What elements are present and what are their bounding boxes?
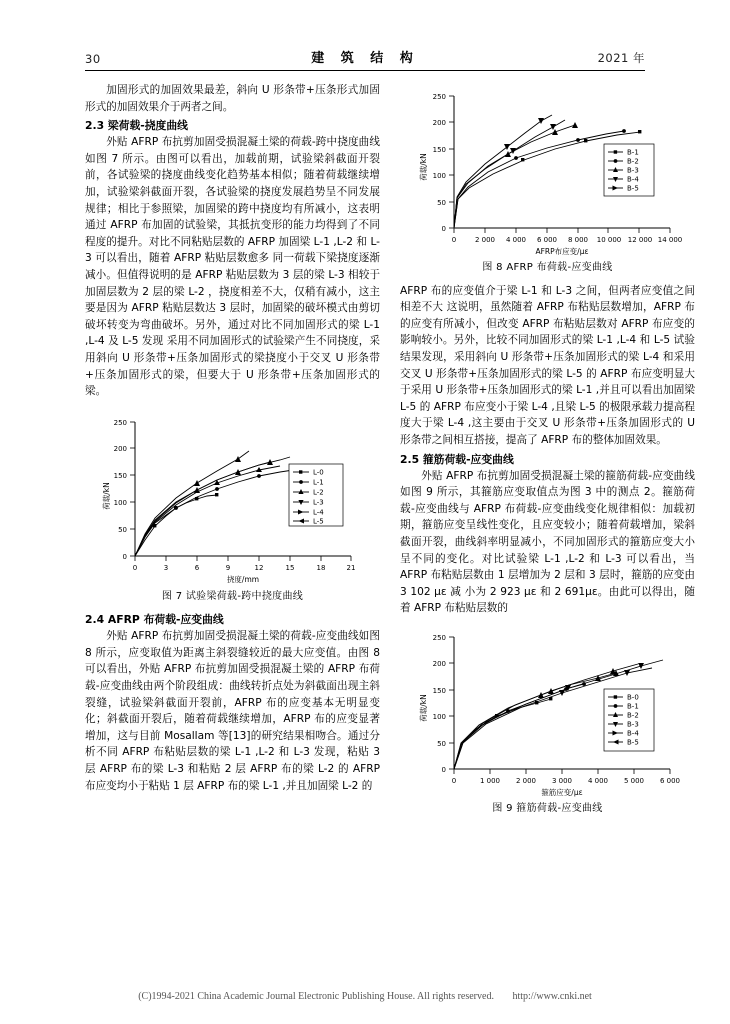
figure-7-caption: 图 7 试验梁荷载-跨中挠度曲线 — [161, 590, 304, 602]
svg-text:0: 0 — [441, 765, 446, 774]
svg-text:6 000: 6 000 — [536, 236, 557, 244]
journal-title: 建 筑 结 构 — [311, 51, 419, 66]
svg-text:B-5: B-5 — [626, 184, 639, 193]
paragraph-2-4: 外贴 AFRP 布抗剪加固受损混凝土梁的荷载-应变曲线如图 8 所示，应变取值为距离主斜裂缝较近的最大应变值。由图 8 可以看出，外贴 AFRP 布抗剪加固受损混凝土梁的 AFRP 布荷载-应变曲线由两个阶段组成：曲线转折点处为斜截面出现主斜裂缝，试验梁斜截面开裂前，AFRP 布的应变基本无明显变化；斜截面开裂后，随着荷载继续增加，AFRP 布的应变显著增加，这与目前 Mosallam 等[13]的研究结果相吻合。通过分析不同 AFRP 布粘贴层数的梁 L-1 ,L-2 和 L-3 发现，粘贴 3 层 AFRP 布的梁 L-3 和粘贴 2 层 AFRP 布的梁 L-2 的 AFRP 布应变均小于粘贴 1 层 AFRP 布的梁 L-1 ,并且加固梁 L-2 的 — [85, 630, 380, 792]
figure-8 — [400, 82, 695, 277]
svg-text:1 000: 1 000 — [479, 776, 500, 785]
svg-text:200: 200 — [432, 119, 446, 127]
svg-text:5 000: 5 000 — [623, 776, 644, 785]
svg-text:200: 200 — [113, 444, 127, 453]
figure-7-xlabel: 挠度/mm — [226, 574, 259, 584]
figure-8-ylabel: 荷载/kN — [418, 153, 428, 181]
svg-text:B-1: B-1 — [626, 148, 639, 157]
section-heading-2-4: 2.4 AFRP 布荷载-应变曲线 — [85, 613, 224, 627]
page-number: 30 — [85, 52, 101, 66]
publication-year: 2021 年 — [597, 51, 645, 65]
figure-8-chart — [408, 82, 688, 257]
svg-text:2 000: 2 000 — [474, 236, 495, 244]
figure-9-xlabel: 箍筋应变/με — [540, 787, 583, 797]
svg-text:B-3: B-3 — [626, 720, 639, 729]
paragraph-continued: 加固形式的加固效果最差，斜向 U 形条带+压条形式加固形式的加固效果介于两者之间。 — [85, 84, 380, 113]
svg-text:50: 50 — [117, 525, 127, 534]
figure-7-ylabel: 荷载/kN — [101, 481, 111, 510]
svg-text:15: 15 — [285, 563, 294, 572]
page-header — [85, 50, 645, 66]
svg-text:B-2: B-2 — [626, 157, 639, 166]
paragraph-2-5: 外贴 AFRP 布抗剪加固受损混凝土梁的箍筋荷载-应变曲线如图 9 所示，其箍筋应变取值点为图 3 中的测点 2。箍筋荷载-应变曲线与 AFRP 布荷载-应变曲线变化规律相似：加载初期，箍筋应变呈线性变化，且应变较小；随着荷载增加，梁斜截面开裂，曲线斜率明显减小，不同加固形式的箍筋应变大小呈不同的变化。对比试验梁 L-1 ,L-2 和 L-3 可以看出，当 AFRP 布粘贴层数由 1 层增加为 2 层和 3 层时，箍筋的应变由 3 102 με 减 小为 2 923 με 和 2 691με。由此可以得出，随着 AFRP 布粘贴层数的 — [400, 469, 695, 615]
svg-text:L-5: L-5 — [312, 517, 324, 526]
svg-text:21: 21 — [346, 563, 355, 572]
svg-text:B-4: B-4 — [626, 729, 639, 738]
copyright-text: (C)1994-2021 China Academic Journal Electronic Publishing House. All rights reserved. — [138, 991, 494, 1002]
svg-text:3 000: 3 000 — [551, 776, 572, 785]
figure-9-caption: 图 9 箍筋荷载-应变曲线 — [492, 802, 603, 814]
svg-text:200: 200 — [432, 659, 446, 668]
figure-8-caption: 图 8 AFRP 布荷载-应变曲线 — [482, 262, 613, 273]
svg-text:4 000: 4 000 — [505, 236, 526, 244]
svg-text:3: 3 — [163, 563, 168, 572]
svg-text:B-4: B-4 — [626, 175, 639, 184]
figure-7-chart — [93, 406, 373, 586]
figure-8-xlabel: AFRP布应变/με — [534, 247, 589, 256]
right-column — [400, 82, 695, 823]
left-column — [85, 82, 380, 794]
svg-text:250: 250 — [432, 633, 446, 642]
svg-text:100: 100 — [432, 172, 446, 180]
paragraph-afrp-strain: AFRP 布的应变值介于梁 L-1 和 L-3 之间，但两者应变值之间相差不大 这说明，虽然随着 AFRP 布粘贴层数增加，AFRP 布的应变有所减小，但改变 AFRP 布粘贴层数对 AFRP 布应变的影响较小。另外，比较不同加固形式的梁 L-1 ,L-4 和 L-5 试验结果发现，采用斜向 U 形条带+压条加固形式的梁 L-4 和采用交叉 U 形条带+压条加固形式的梁 L-5 的 AFRP 布应变明显大于采用 U 形条带+压条加固形式的梁 L-1 ,并且可以看出加固梁 L-5 的 AFRP 布应变小于梁 L-4 ,且梁 L-5 的极限承载力提高程度大于梁 L-4 ,这主要由于交叉 U 形条带+压条加固形式的 U 形条带之间相互搭接，提高了 AFRP 布的整体加固效果。 — [400, 284, 695, 446]
cnki-url[interactable]: http://www.cnki.net — [512, 991, 592, 1002]
svg-text:9: 9 — [225, 563, 230, 572]
svg-text:0: 0 — [451, 776, 456, 785]
section-heading-2-5: 2.5 箍筋荷载-应变曲线 — [400, 452, 514, 466]
svg-text:B-5: B-5 — [626, 738, 639, 747]
svg-text:18: 18 — [316, 563, 325, 572]
svg-text:150: 150 — [432, 146, 446, 154]
svg-text:150: 150 — [113, 471, 127, 480]
figure-7 — [85, 406, 380, 606]
paragraph-2-3: 外贴 AFRP 布抗剪加固受损混凝土梁的荷载-跨中挠度曲线如图 7 所示。由图可以看出，加载前期，试验梁斜截面开裂前，各试验梁的挠度曲线变化趋势基本相似；随着荷载继续增加，试验梁斜截面开裂，各试验梁的挠度发展趋势呈不同发展规律；相比于参照梁，加固梁的跨中挠度均有所减小，这表明通过 AFRP 布加固的试验梁，其抵抗变形的能力均得到了不同程度的提升。对比不同粘贴层数的 AFRP 加固梁 L-1 ,L-2 和 L-3 可以看出，随着 AFRP 粘贴层数愈多 同一荷载下梁挠度逐渐减小。但值得说明的是 AFRP 粘贴层数为 3 层的梁 L-3 相较于加固层数为 2 层的梁 L-2 ，挠度相差不大，仅稍有减小，这主要是因为 AFRP 粘贴层数达 3 层时，加固梁的破坏模式由剪切破坏转变为弯曲破坏。另外，通过对比不同加固形式的梁 L-1 ,L-4 及 L-5 发现 采用不同加固形式的试验梁产生不同挠度，采用斜向 U 形条带+压条加固形式的梁挠度小于交叉 U 形条带+压条加固形式的梁，但要大于 U 形条带+压条加固形式的梁。 — [85, 136, 380, 398]
svg-text:50: 50 — [436, 199, 446, 207]
svg-text:L-0: L-0 — [312, 468, 324, 477]
figure-9-chart — [408, 623, 688, 798]
svg-text:10 000: 10 000 — [596, 236, 621, 244]
svg-text:50: 50 — [436, 739, 446, 748]
svg-text:L-4: L-4 — [312, 508, 324, 517]
section-heading-2-3: 2.3 梁荷载-挠度曲线 — [85, 119, 188, 133]
figure-9-ylabel: 荷载/kN — [418, 694, 428, 722]
svg-text:2 000: 2 000 — [515, 776, 536, 785]
page-footer — [0, 991, 730, 1002]
svg-text:6 000: 6 000 — [659, 776, 680, 785]
svg-text:8 000: 8 000 — [567, 236, 588, 244]
svg-text:12: 12 — [254, 563, 263, 572]
svg-text:0: 0 — [122, 552, 127, 561]
svg-text:14 000: 14 000 — [657, 236, 682, 244]
svg-text:4 000: 4 000 — [587, 776, 608, 785]
svg-text:6: 6 — [194, 563, 199, 572]
svg-text:100: 100 — [432, 712, 446, 721]
svg-text:0: 0 — [451, 236, 456, 244]
svg-text:B-2: B-2 — [626, 711, 639, 720]
svg-text:250: 250 — [432, 93, 446, 101]
svg-text:B-1: B-1 — [626, 702, 639, 711]
svg-text:150: 150 — [432, 686, 446, 695]
svg-text:B-0: B-0 — [626, 693, 639, 702]
svg-text:100: 100 — [113, 498, 127, 507]
svg-text:L-1: L-1 — [312, 478, 324, 487]
figure-9 — [400, 623, 695, 818]
svg-text:250: 250 — [113, 418, 127, 427]
svg-text:B-3: B-3 — [626, 166, 639, 175]
header-rule — [85, 70, 645, 71]
svg-text:0: 0 — [132, 563, 137, 572]
svg-text:12 000: 12 000 — [627, 236, 652, 244]
svg-text:L-3: L-3 — [312, 498, 324, 507]
svg-text:0: 0 — [441, 225, 446, 233]
svg-text:L-2: L-2 — [312, 488, 324, 497]
